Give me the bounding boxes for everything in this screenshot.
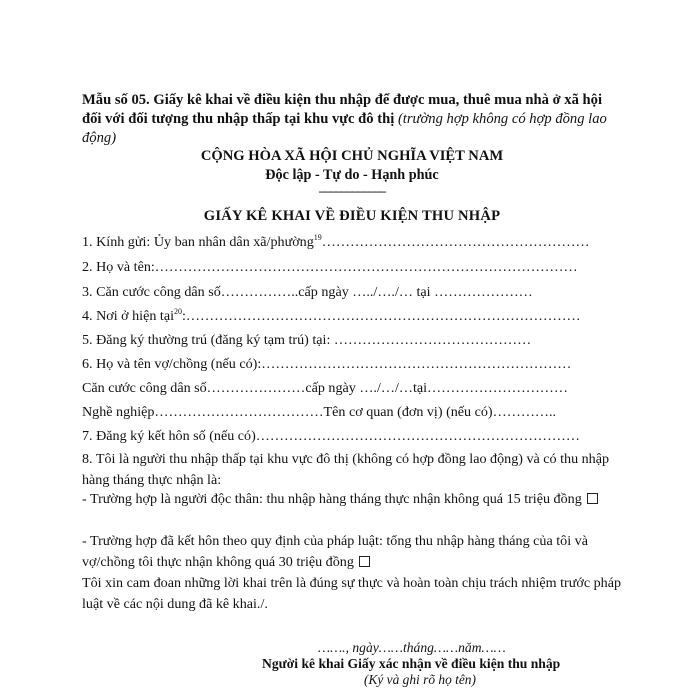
footnote-ref-20: 20	[174, 307, 183, 316]
national-motto: Độc lập - Tự do - Hạnh phúc	[265, 167, 439, 183]
document-title: GIẤY KÊ KHAI VỀ ĐIỀU KIỆN THU NHẬP	[203, 208, 501, 224]
statement-income: 8. Tôi là người thu nhập thấp tại khu vực đô thị (không có hợp đồng lao động) và có thu nhập hàng tháng thực nhận là:	[82, 451, 610, 488]
field-addressee-dots: …………………………………………………	[321, 234, 590, 250]
field-addressee-label: 1. Kính gửi: Ủy ban nhân dân xã/phường	[82, 234, 314, 250]
field-spouse-occupation: Nghề nghiệp………………………………Tên cơ quan (đơn vị) (nếu có)…………..	[82, 404, 557, 420]
signature-note: (Ký và ghi rõ họ tên)	[364, 672, 476, 687]
field-spouse-name: 6. Họ và tên vợ/chồng (nếu có):…………………………………………………………	[82, 356, 572, 372]
field-citizen-id: 3. Căn cước công dân số……………..cấp ngày …../…./… tại …………………	[82, 284, 533, 300]
motto-underline: ––––––––––––	[319, 183, 385, 198]
statement-married-text: - Trường hợp đã kết hôn theo quy định của pháp luật: tổng thu nhập hàng tháng của tôi và vợ/chồng tôi thực nhận không quá 30 triệu đồng	[82, 533, 588, 570]
field-residence-dots: :…………………………………………………………………………	[182, 308, 581, 324]
field-current-residence	[82, 307, 581, 325]
national-name: CỘNG HÒA XÃ HỘI CHỦ NGHĨA VIỆT NAM	[200, 148, 504, 164]
field-addressee	[82, 233, 590, 251]
field-spouse-citizen-id: Căn cước công dân số…………………cấp ngày …./…/…tại…………………………	[82, 380, 568, 396]
form-header-bold: Mẫu số 05. Giấy kê khai về điều kiện thu nhập để được mua, thuê mua nhà ở xã hội đối với đối tượng thu nhập thấp tại khu vực đô thị	[82, 92, 603, 127]
signer-title: Người kê khai Giấy xác nhận về điều kiện thu nhập	[262, 656, 561, 671]
statement-single-text: - Trường hợp là người độc thân: thu nhập hàng tháng thực nhận không quá 15 triệu đồng	[82, 491, 582, 507]
married-checkbox[interactable]	[359, 556, 370, 567]
field-full-name: 2. Họ và tên:………………………………………………………………………………	[82, 259, 578, 275]
statement-pledge: Tôi xin cam đoan những lời khai trên là đúng sự thực và hoàn toàn chịu trách nhiệm trước pháp luật về các nội dung đã kê khai./.	[82, 575, 621, 612]
form-header-italic: (trường hợp không có hợp đồng lao động)	[82, 111, 607, 146]
field-residence-label: 4. Nơi ở hiện tại	[82, 308, 175, 324]
field-marriage-registration: 7. Đăng ký kết hôn số (nếu có)……………………………………………………………	[82, 428, 580, 444]
signature-date-line: ……., ngày……tháng……năm……	[318, 640, 506, 655]
statement-single	[82, 489, 628, 510]
footnote-ref-19: 19	[313, 233, 322, 242]
form-header	[82, 91, 622, 148]
single-checkbox[interactable]	[587, 493, 598, 504]
statement-married	[82, 531, 628, 573]
field-registered-residence: 5. Đăng ký thường trú (đăng ký tạm trú) tại: ……………………………………	[82, 332, 532, 348]
